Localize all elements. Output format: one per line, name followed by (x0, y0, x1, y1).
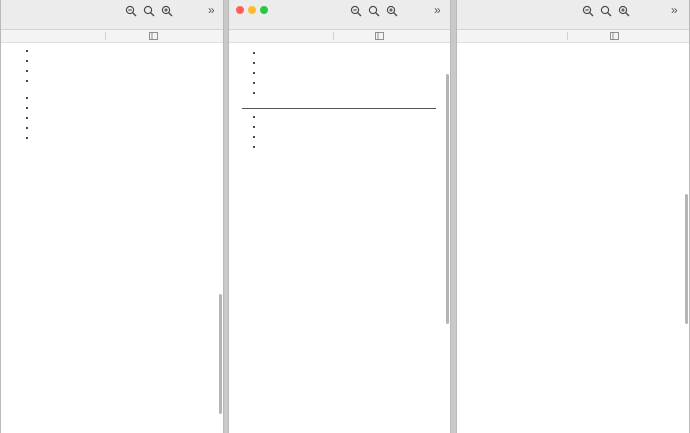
list-item (36, 77, 213, 86)
list-item (263, 113, 436, 122)
zoom-in-icon[interactable] (161, 5, 173, 17)
list-item (263, 143, 436, 152)
zoom-in-icon[interactable] (386, 5, 398, 17)
list-item (263, 69, 436, 78)
zoom-reset-icon[interactable] (368, 5, 380, 17)
list-item (36, 57, 213, 66)
sidebar-toggle-icon[interactable] (149, 32, 158, 40)
chevron-right-double-icon[interactable]: » (434, 3, 441, 17)
chevron-right-double-icon[interactable]: » (671, 3, 678, 17)
document-page[interactable] (457, 44, 689, 433)
scrollbar-handle[interactable] (685, 194, 688, 324)
sidebar-toggle-icon[interactable] (375, 32, 384, 40)
list-item (263, 49, 436, 58)
list-item (36, 114, 213, 123)
sidebar-toggle-icon[interactable] (610, 32, 619, 40)
origins-list (15, 47, 213, 86)
zoom-reset-icon[interactable] (143, 5, 155, 17)
list-item (36, 47, 213, 56)
status-bar (1, 30, 223, 43)
zoom-out-icon[interactable] (582, 5, 594, 17)
status-bar (229, 30, 450, 43)
close-button[interactable] (236, 6, 244, 14)
window-middle (228, 0, 451, 433)
places-list (242, 49, 436, 98)
window-left (0, 0, 224, 433)
maximize-button[interactable] (260, 6, 268, 14)
status-bar (457, 30, 689, 43)
window-controls (236, 6, 268, 14)
scrollbar-handle[interactable] (446, 74, 449, 324)
scrollbar-handle[interactable] (219, 294, 222, 414)
document-page[interactable] (229, 44, 450, 433)
list-item (36, 134, 213, 143)
list-item (263, 59, 436, 68)
zoom-out-icon[interactable] (125, 5, 137, 17)
list-item (263, 123, 436, 132)
list-item (36, 94, 213, 103)
list-item (263, 133, 436, 142)
list-item (263, 79, 436, 88)
document-page[interactable] (1, 44, 223, 433)
toolbar (457, 0, 689, 30)
toolbar (229, 0, 450, 30)
zoom-reset-icon[interactable] (600, 5, 612, 17)
zoom-out-icon[interactable] (350, 5, 362, 17)
chevron-right-double-icon[interactable]: » (208, 3, 215, 17)
list-item (36, 124, 213, 133)
toolbar (1, 0, 223, 30)
zoom-in-icon[interactable] (618, 5, 630, 17)
window-right (456, 0, 690, 433)
culinary-list (15, 94, 213, 143)
minimize-button[interactable] (248, 6, 256, 14)
divider (242, 108, 436, 109)
sources-list (242, 113, 436, 152)
list-item (263, 89, 436, 98)
list-item (36, 67, 213, 76)
list-item (36, 104, 213, 113)
